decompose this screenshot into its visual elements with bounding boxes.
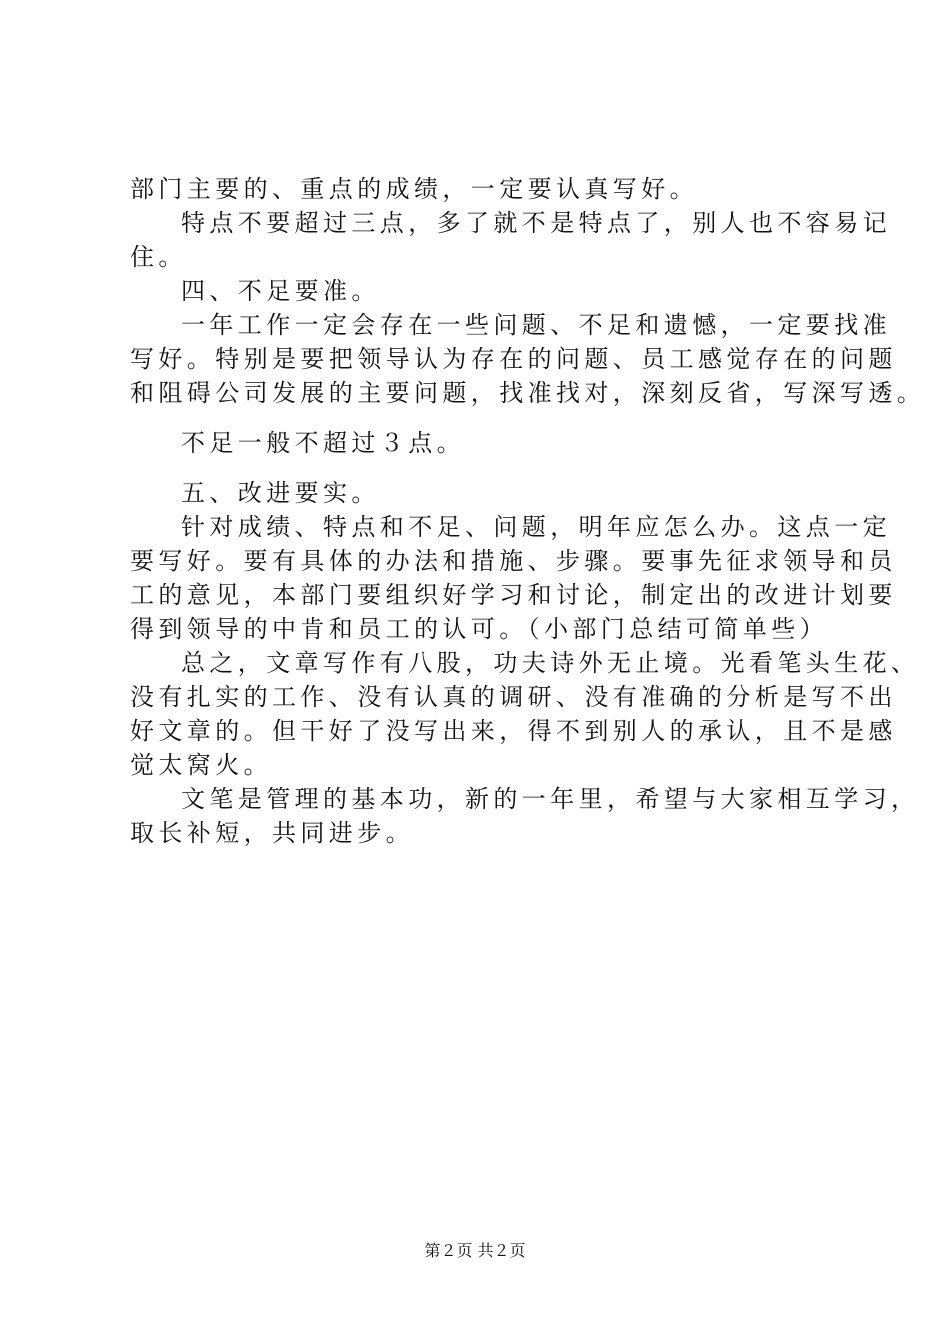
section-heading: 四、不足要准。 [181,277,380,305]
paragraph-line: 工的意见，本部门要组织好学习和讨论，制定出的改进计划要 [130,581,897,609]
paragraph-line: 没有扎实的工作、没有认真的调研、没有准确的分析是写不出 [130,683,897,711]
paragraph-line: 部门主要的、重点的成绩，一定要认真写好。 [130,175,698,203]
paragraph-line: 不足一般不超过３点。 [181,429,465,457]
paragraph-line: 得到领导的中肯和员工的认可。（小部门总结可简单些） [130,615,828,643]
paragraph-line: 住。 [130,243,187,271]
paragraph-line: 特点不要超过三点，多了就不是特点了，别人也不容易记 [181,209,891,237]
paragraph-line: 和阻碍公司发展的主要问题，找准找对，深刻反省，写深写透。 [130,379,926,407]
paragraph-line: 总之，文章写作有八股，功夫诗外无止境。光看笔头生花、 [181,649,920,677]
paragraph-line: 针对成绩、特点和不足、问题，明年应怎么办。这点一定 [181,513,891,541]
paragraph-line: 一年工作一定会存在一些问题、不足和遗憾，一定要找准 [181,311,891,339]
document-body [130,172,926,850]
page-footer: 第２页 共２页 [424,1241,526,1260]
section-heading: 五、改进要实。 [181,479,380,507]
paragraph-line: 要写好。要有具体的办法和措施、步骤。要事先征求领导和员 [130,547,897,575]
paragraph-line: 文笔是管理的基本功，新的一年里，希望与大家相互学习， [181,785,920,813]
paragraph-gap [130,426,842,476]
paragraph-line: 觉太窝火。 [130,751,272,779]
paragraph-line: 好文章的。但干好了没写出来，得不到别人的承认，且不是感 [130,717,897,745]
paragraph-line: 取长补短，共同进步。 [130,819,414,847]
paragraph-line: 写好。特别是要把领导认为存在的问题、员工感觉存在的问题 [130,345,897,373]
